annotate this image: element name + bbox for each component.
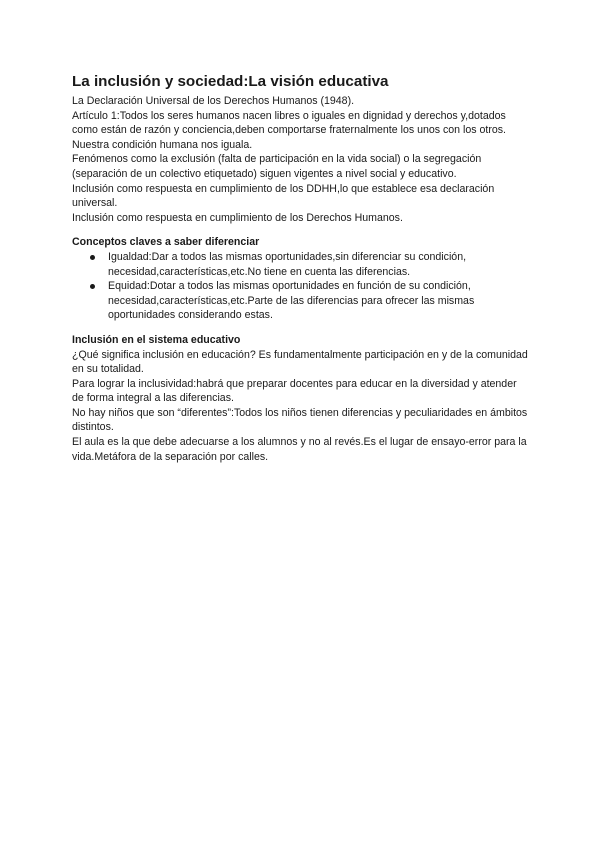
bullet-item-equidad <box>88 279 528 323</box>
bullet-text: Igualdad:Dar a todos las mismas oportunidades,sin diferenciar su condición, necesidad,características,etc.No tiene en cuenta las diferencias. <box>108 250 467 278</box>
section-heading-education-system: Inclusión en el sistema educativo <box>72 333 241 346</box>
concepts-bullet-list <box>72 250 528 323</box>
intro-paragraph: Artículo 1:Todos los seres humanos nacen libres o iguales en dignidad y derechos y,dotados como están de razón y conciencia,deben comportarse fraternalmente los unos con los otros. <box>72 109 506 137</box>
section-paragraph: El aula es la que debe adecuarse a los alumnos y no al revés.Es el lugar de ensayo-error para la vida.Metáfora de la separación por calles. <box>72 436 527 463</box>
section-heading-concepts: Conceptos claves a saber diferenciar <box>72 236 260 249</box>
intro-paragraph: Inclusión como respuesta en cumplimiento de los DDHH,lo que establece esa declaración universal. <box>72 182 495 210</box>
bullet-text: Equidad:Dotar a todos las mismas oportunidades en función de su condición, necesidad,características,etc.Parte de las diferencias para ofrecer las mismas oportunidades considerando estas. <box>108 280 475 322</box>
document-title: La inclusión y sociedad:La visión educativa <box>72 73 389 90</box>
section-paragraph: No hay niños que son “diferentes”:Todos los niños tienen diferencias y peculiaridades en ámbitos distintos. <box>72 406 528 434</box>
intro-paragraph: Fenómenos como la exclusión (falta de participación en la vida social) o la segregación (separación de un colectivo etiquetado) siguen vigentes a nivel social y educativo. <box>72 153 482 180</box>
bullet-dot-icon <box>90 284 95 289</box>
bullet-dot-icon <box>90 255 95 260</box>
intro-paragraph: La Declaración Universal de los Derechos Humanos (1948). <box>72 95 355 107</box>
section-paragraph: Para lograr la inclusividad:habrá que preparar docentes para educar en la diversidad y atender de forma integral a las diferencias. <box>72 377 517 405</box>
bullet-item-igualdad <box>88 250 528 279</box>
intro-paragraph: Nuestra condición humana nos iguala. <box>72 138 253 151</box>
section-paragraph: ¿Qué significa inclusión en educación? Es fundamentalmente participación en y de la comunidad en su totalidad. <box>72 348 528 376</box>
intro-paragraph: Inclusión como respuesta en cumplimiento de los Derechos Humanos. <box>72 211 403 224</box>
